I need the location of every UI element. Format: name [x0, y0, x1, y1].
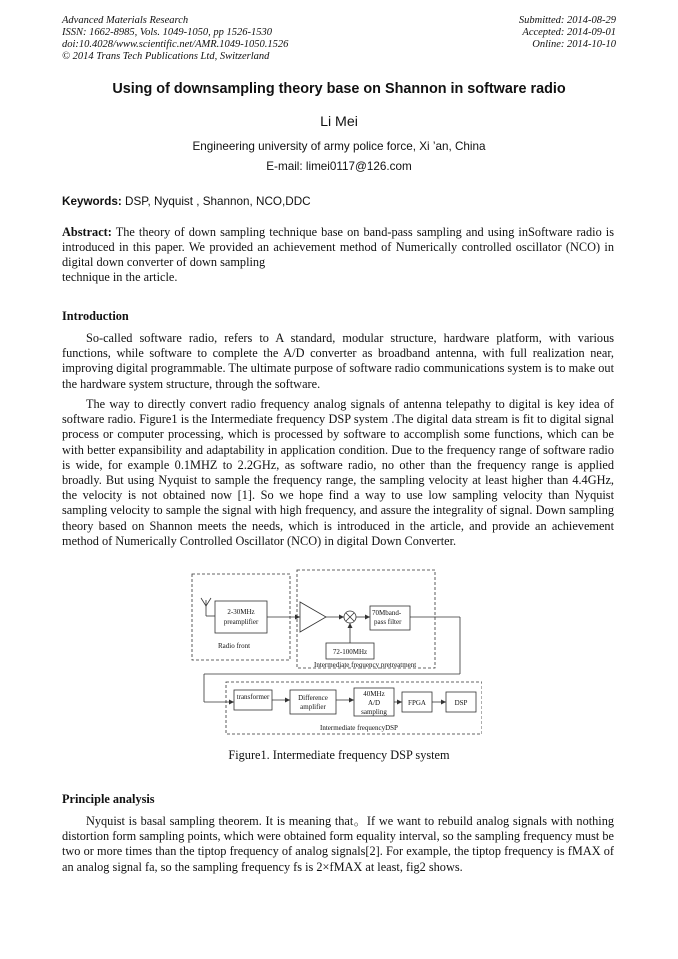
submission-dates	[519, 15, 616, 51]
accepted-date: Accepted: 2014-09-01	[522, 27, 616, 38]
figure-1-block-diagram	[188, 568, 482, 740]
keywords-text: DSP, Nyquist , Shannon, NCO,DDC	[121, 195, 311, 208]
introduction-paragraph-2: The way to directly convert radio frequency analog signals of antenna telepathy to digital is key idea of software radio. Figure1 is the Intermediate frequency DSP system .The digital data stream is fit to digital signal process or computer processing, which is processed by software to accomplish some functions, which can be with better expansibility and adaptability in application condition. Due to the frequency range of software radio is wide, for example 0.1MHZ to 2.2GHz, as software radio, no other than the frequency range is applied broadly. But using Nyquist to sample the frequency range, the sampling velocity at least higher than 4.4GHz, the velocity is not obtained now [1]. So we hope find a way to use low sampling velocity than Nyquist sampling velocity to sample the signal with high frequency, and assure the integrality of signal. Down sampling theory based on Shannon meets the needs, which is introduced in the article, and provide an achievement method of Numerically Controlled Oscillator (NCO) in digital Down Converter.	[62, 397, 614, 548]
abstract-text: The theory of down sampling technique base on band-pass sampling and using inSoftware radio is introduced in this paper. We provided an achievement method of Numerically controlled oscillator (NCO) in digital down converter of down sampling	[62, 225, 614, 270]
fpga-label: FPGA	[408, 699, 426, 707]
journal-name: Advanced Materials Research	[62, 15, 189, 26]
paper-title: Using of downsampling theory base on Shannon in software radio	[112, 81, 566, 97]
if-pretreatment-label: Intermediate frequency pretreatment	[314, 661, 417, 669]
keywords	[62, 195, 617, 208]
paper-author: Li Mei	[320, 114, 358, 130]
if-dsp-label: Intermediate frequencyDSP	[320, 724, 398, 732]
adc-label-3: sampling	[361, 708, 387, 716]
filter-label-2: pass filter	[374, 618, 402, 626]
dsp-label: DSP	[454, 699, 468, 707]
radio-front-label: Radio front	[218, 642, 251, 650]
principle-heading: Principle analysis	[62, 792, 155, 806]
diff-amp-label-2: amplifier	[300, 703, 326, 711]
introduction-paragraph-1: So-called software radio, refers to A standard, modular structure, hardware platform, with various functions, while software to complete the A/D converter as broadband antenna, with full realization near, improving digital programmable. The ultimate purpose of software radio communications system is to make out the hardware system structure, through the software.	[62, 331, 614, 391]
abstract-last-line: technique in the article.	[62, 270, 178, 284]
preamp-label-2: preamplifier	[223, 618, 259, 626]
journal-copyright: © 2014 Trans Tech Publications Ltd, Switzerland	[62, 51, 270, 62]
keywords-label: Keywords:	[62, 195, 122, 208]
filter-label-1: 70Mband-	[372, 609, 402, 617]
author-email: E-mail: limei0117@126.com	[266, 160, 412, 173]
abstract	[62, 225, 614, 271]
amplifier-symbol	[300, 602, 326, 632]
author-affiliation: Engineering university of army police force, Xi ’an, China	[192, 140, 486, 153]
figure-1-caption: Figure1. Intermediate frequency DSP system	[228, 748, 450, 762]
diff-amp-label-1: Difference	[298, 694, 328, 702]
adc-label-2: A/D	[367, 699, 381, 707]
preamplifier-block	[215, 601, 267, 633]
journal-info	[62, 15, 288, 63]
journal-issn: ISSN: 1662-8985, Vols. 1049-1050, pp 1526-1530	[62, 27, 272, 38]
journal-doi: doi:10.4028/www.scientific.net/AMR.1049-1050.1526	[62, 39, 289, 50]
abstract-label: Abstract:	[62, 225, 112, 239]
principle-paragraph-1: Nyquist is basal sampling theorem. It is meaning that。If we want to rebuild analog signals with nothing distortion form sampling points, which were obtained form equality interval, so the sampling frequency must be two or more times than the tiptop frequency of analog signals[2]. For example, the tiptop frequency is fMAX of an analog signal fa, so the sampling frequency fs is 2×fMAX at least, fig2 shows.	[62, 814, 614, 874]
transformer-label: transformer	[236, 693, 270, 701]
preamp-label-1: 2-30MHz	[227, 608, 255, 616]
introduction-heading: Introduction	[62, 309, 129, 323]
lo-label: 72-100MHz	[332, 648, 368, 656]
adc-label-1: 40MHz	[363, 690, 385, 698]
online-date: Online: 2014-10-10	[532, 39, 616, 50]
submitted-date: Submitted: 2014-08-29	[518, 15, 616, 26]
